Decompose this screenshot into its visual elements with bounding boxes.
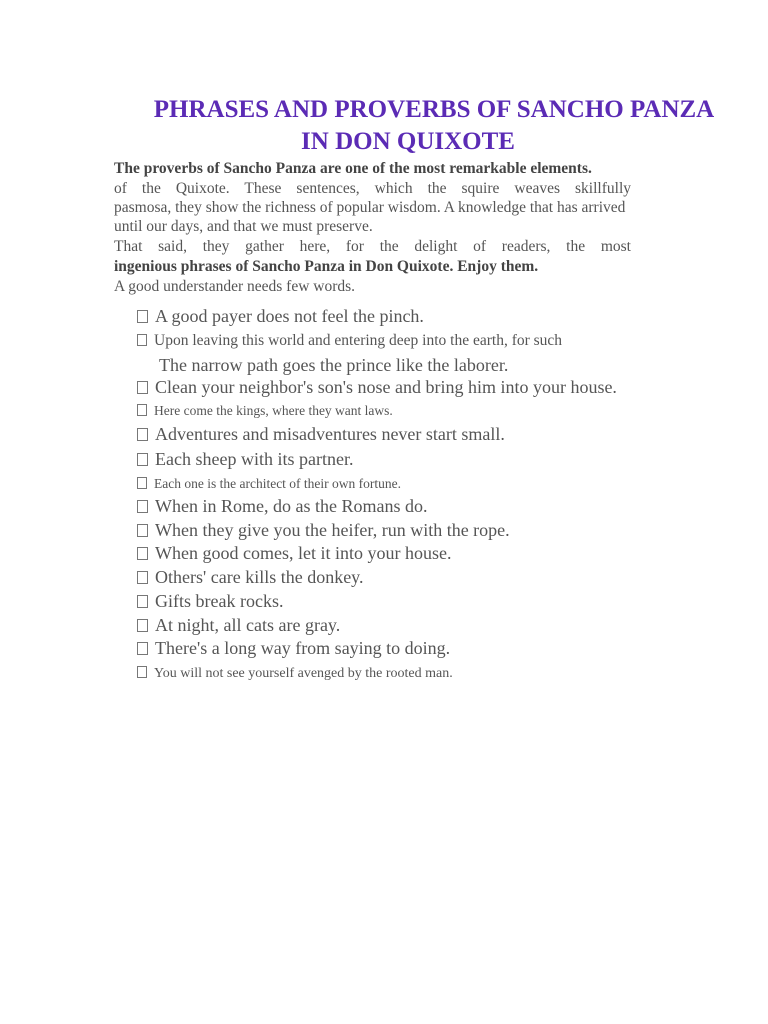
checkbox-square-icon bbox=[137, 477, 147, 489]
list-item bbox=[137, 615, 340, 636]
proverb-text: When in Rome, do as the Romans do. bbox=[155, 496, 428, 516]
intro-line-5: That said, they gather here, for the delight of readers, the most bbox=[114, 238, 631, 255]
proverb-text: When good comes, let it into your house. bbox=[155, 543, 452, 563]
proverb-text: Here come the kings, where they want laws. bbox=[154, 403, 393, 418]
intro-line-2: of the Quixote. These sentences, which the squire weaves skillfully bbox=[114, 180, 631, 197]
page-title-line-2: IN DON QUIXOTE bbox=[301, 128, 515, 155]
proverb-text: When they give you the heifer, run with the rope. bbox=[155, 520, 510, 540]
list-item bbox=[137, 567, 364, 588]
proverb-text: Upon leaving this world and entering deep into the earth, for such bbox=[154, 332, 563, 349]
proverb-text: There's a long way from saying to doing. bbox=[155, 638, 451, 658]
list-item bbox=[137, 520, 510, 541]
checkbox-square-icon bbox=[137, 404, 147, 416]
list-item bbox=[137, 449, 353, 470]
list-item bbox=[137, 543, 451, 564]
intro-line-6: ingenious phrases of Sancho Panza in Don Quixote. Enjoy them. bbox=[114, 258, 539, 275]
proverb-text: Gifts break rocks. bbox=[155, 591, 284, 611]
proverb-text: Clean your neighbor's son's nose and bring him into your house. bbox=[155, 377, 617, 397]
checkbox-square-icon bbox=[137, 619, 148, 632]
page-title-line-1: PHRASES AND PROVERBS OF SANCHO PANZA bbox=[153, 96, 715, 123]
checkbox-square-icon bbox=[137, 571, 148, 584]
checkbox-square-icon bbox=[137, 334, 147, 346]
checkbox-square-icon bbox=[137, 453, 148, 466]
list-item bbox=[137, 424, 505, 445]
list-item bbox=[137, 332, 562, 350]
checkbox-square-icon bbox=[137, 524, 148, 537]
proverb-text: A good payer does not feel the pinch. bbox=[155, 306, 424, 326]
intro-line-7: A good understander needs few words. bbox=[114, 278, 356, 295]
list-item bbox=[137, 377, 617, 398]
checkbox-square-icon bbox=[137, 428, 148, 441]
list-item bbox=[137, 306, 424, 327]
checkbox-square-icon bbox=[137, 642, 148, 655]
list-item bbox=[137, 591, 283, 612]
list-item bbox=[137, 403, 393, 419]
proverb-text: Each sheep with its partner. bbox=[155, 449, 354, 469]
checkbox-square-icon bbox=[137, 310, 148, 323]
list-item bbox=[137, 476, 401, 492]
checkbox-square-icon bbox=[137, 666, 147, 678]
list-item bbox=[137, 496, 427, 517]
checkbox-square-icon bbox=[137, 500, 148, 513]
proverb-text: Others' care kills the donkey. bbox=[155, 567, 364, 587]
intro-line-1: The proverbs of Sancho Panza are one of the most remarkable elements. bbox=[114, 160, 592, 177]
checkbox-square-icon bbox=[137, 381, 148, 394]
intro-line-4: until our days, and that we must preserve. bbox=[114, 218, 373, 235]
list-item bbox=[137, 665, 453, 682]
proverb-text: You will not see yourself avenged by the rooted man. bbox=[154, 666, 453, 681]
checkbox-square-icon bbox=[137, 595, 148, 608]
checkbox-square-icon bbox=[137, 547, 148, 560]
intro-line-3: pasmosa, they show the richness of popular wisdom. A knowledge that has arrived bbox=[114, 199, 626, 216]
proverb-text: At night, all cats are gray. bbox=[155, 615, 341, 635]
list-item bbox=[137, 638, 450, 659]
proverb-continuation: The narrow path goes the prince like the laborer. bbox=[159, 355, 509, 375]
proverb-text: Each one is the architect of their own fortune. bbox=[154, 476, 402, 491]
proverb-text: Adventures and misadventures never start small. bbox=[155, 424, 505, 444]
